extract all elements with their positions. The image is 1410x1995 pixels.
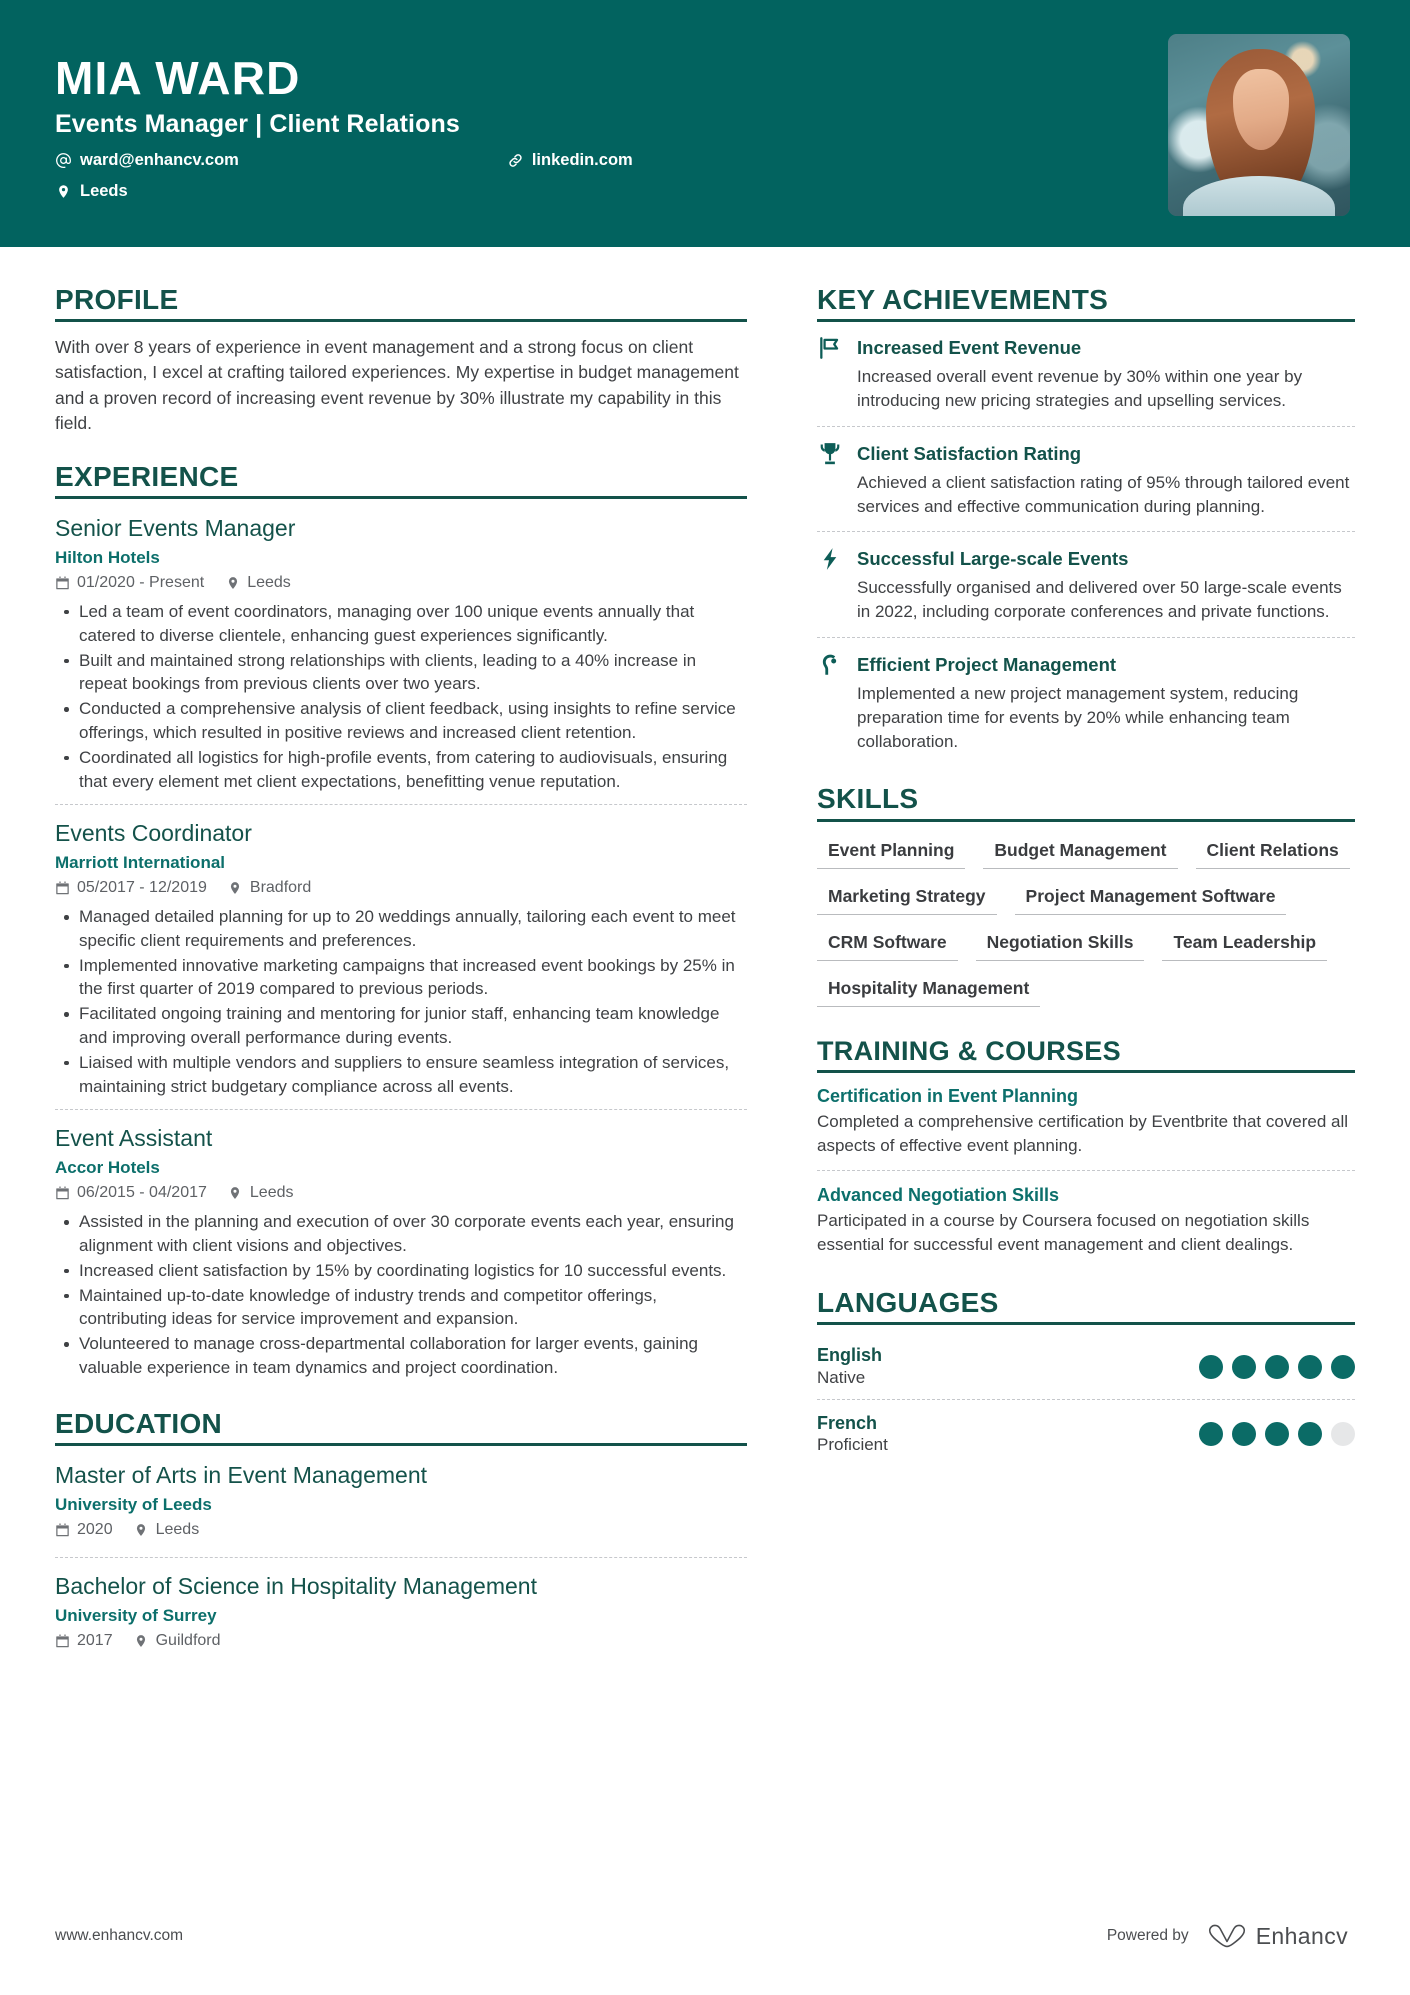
- skill-tag: CRM Software: [817, 927, 958, 961]
- experience-dates-text: 06/2015 - 04/2017: [77, 1184, 207, 1202]
- achievements-list: [817, 335, 1355, 766]
- calendar-icon: [55, 880, 70, 896]
- experience-meta: [55, 1184, 747, 1202]
- contact-row-primary: [55, 151, 633, 170]
- map-pin-icon: [228, 880, 243, 896]
- language-proficiency: Proficient: [817, 1435, 888, 1455]
- profile-photo: [1168, 34, 1350, 216]
- section-title-achievements: KEY ACHIEVEMENTS: [817, 284, 1109, 315]
- training-list: [817, 1086, 1355, 1270]
- right-column: [791, 247, 1355, 1668]
- language-info: [817, 1344, 882, 1389]
- section-rule: [817, 319, 1355, 322]
- experience-bullets: [55, 905, 747, 1098]
- photo-shoulders: [1183, 176, 1336, 216]
- section-skills: [817, 784, 1355, 1018]
- experience-list: [55, 512, 747, 1391]
- experience-bullet: Facilitated ongoing training and mentoring for junior staff, enhancing team knowledge and improving overall performance during events.: [57, 1002, 747, 1050]
- education-dates-text: 2020: [77, 1520, 113, 1538]
- experience-dates: [55, 879, 207, 897]
- section-title-experience: EXPERIENCE: [55, 460, 239, 492]
- experience-job-title: Event Assistant: [55, 1125, 213, 1152]
- education-location-text: Leeds: [155, 1520, 200, 1538]
- experience-location: [228, 879, 311, 897]
- experience-bullets: [55, 1210, 747, 1380]
- photo-eye-right: [1264, 95, 1272, 99]
- section-title-skills: SKILLS: [817, 783, 919, 815]
- section-title-training: TRAINING & COURSES: [817, 1035, 1121, 1066]
- enhancv-logo-icon: [1207, 1923, 1247, 1949]
- spacer: [817, 766, 1355, 784]
- achievement-head: [817, 335, 1355, 361]
- language-level-dot: [1199, 1422, 1223, 1446]
- achievement-title: Client Satisfaction Rating: [857, 442, 1082, 464]
- brand-name: Enhancv: [1255, 1922, 1348, 1949]
- section-rule: [55, 496, 747, 499]
- experience-bullet: Coordinated all logistics for high-profile events, from catering to audiovisuals, ensuring that every element met client expectations, benefitting venue reputation.: [57, 746, 747, 794]
- skill-tag: Marketing Strategy: [817, 881, 997, 915]
- spacer: [55, 1391, 747, 1409]
- experience-bullet: Volunteered to manage cross-departmental collaboration for larger events, gaining valuable experience in team dynamics and project coordination.: [57, 1332, 747, 1380]
- experience-bullets: [55, 600, 747, 793]
- experience-entry: [55, 804, 747, 1109]
- contact-location-text: Leeds: [80, 182, 128, 201]
- achievement-description: Implemented a new project management system, reducing preparation time for events by 20% while enhancing team collaboration.: [857, 684, 1299, 751]
- experience-location-text: Leeds: [247, 573, 291, 591]
- section-rule: [817, 819, 1355, 822]
- head-profile-icon: [817, 652, 843, 678]
- at-icon: [55, 152, 72, 169]
- footer-branding: [1107, 1923, 1348, 1950]
- training-item: [817, 1086, 1355, 1171]
- education-meta: [55, 1632, 747, 1650]
- training-title: Advanced Negotiation Skills: [817, 1185, 1060, 1206]
- resume-footer: [0, 1877, 1410, 1995]
- section-rule: [55, 319, 747, 322]
- lightning-bolt-icon: [817, 546, 843, 572]
- language-level-dot: [1331, 1422, 1355, 1446]
- calendar-icon: [55, 1522, 70, 1538]
- language-level-dot: [1232, 1422, 1256, 1446]
- experience-meta: [55, 574, 747, 592]
- section-education: [55, 1409, 747, 1668]
- experience-bullet: Assisted in the planning and execution of over 30 corporate events each year, ensuring alignment with client visions and objectives.: [57, 1210, 747, 1258]
- education-degree: Bachelor of Science in Hospitality Management: [55, 1572, 537, 1599]
- spacer: [55, 436, 747, 462]
- achievement-item: [817, 637, 1355, 766]
- map-pin-icon: [225, 575, 240, 591]
- section-training: [817, 1037, 1355, 1270]
- job-title: Events Manager | Client Relations: [55, 110, 460, 139]
- section-profile: [55, 285, 747, 436]
- language-proficiency: Native: [817, 1367, 866, 1387]
- section-title-profile: PROFILE: [55, 284, 179, 315]
- experience-dates-text: 01/2020 - Present: [77, 573, 205, 591]
- map-pin-icon: [55, 183, 72, 200]
- achievement-head: [817, 546, 1355, 572]
- achievement-item: [817, 531, 1355, 637]
- language-name: French: [817, 1412, 878, 1433]
- education-entry: [55, 1557, 747, 1668]
- education-school: University of Surrey: [55, 1605, 217, 1625]
- skill-tag: Hospitality Management: [817, 973, 1040, 1007]
- calendar-icon: [55, 1185, 70, 1201]
- header-identity: [55, 42, 633, 201]
- experience-bullet: Maintained up-to-date knowledge of industry trends and competitor offerings, contributing ideas for service improvement and expansion.: [57, 1284, 747, 1332]
- experience-dates: [55, 1184, 207, 1202]
- footer-url[interactable]: www.enhancv.com: [55, 1927, 184, 1944]
- flag-icon: [817, 335, 843, 361]
- avatar: [1168, 34, 1350, 216]
- language-item: [817, 1399, 1355, 1467]
- training-description: Completed a comprehensive certification by Eventbrite that covered all aspects of effective event planning.: [817, 1111, 1349, 1155]
- section-rule: [55, 1443, 747, 1446]
- language-info: [817, 1412, 888, 1457]
- education-dates: [55, 1521, 113, 1539]
- education-dates-text: 2017: [77, 1631, 113, 1649]
- experience-location-text: Leeds: [249, 1184, 294, 1202]
- experience-job-title: Events Coordinator: [55, 820, 252, 847]
- achievement-description: Increased overall event revenue by 30% within one year by introducing new pricing strategies and upselling services.: [857, 367, 1303, 411]
- section-languages: [817, 1288, 1355, 1466]
- map-pin-icon: [134, 1633, 149, 1649]
- contact-email-text: ward@enhancv.com: [80, 151, 239, 170]
- experience-dates: [55, 574, 204, 592]
- achievement-head: [817, 441, 1355, 467]
- skill-tag: Project Management Software: [1015, 881, 1287, 915]
- experience-location: [228, 1184, 294, 1202]
- section-experience: [55, 462, 747, 1391]
- map-pin-icon: [134, 1522, 149, 1538]
- languages-list: [817, 1338, 1355, 1466]
- experience-entry: [55, 1109, 747, 1390]
- training-title: Certification in Event Planning: [817, 1085, 1079, 1106]
- link-icon: [507, 152, 524, 169]
- achievement-title: Successful Large-scale Events: [857, 548, 1129, 570]
- experience-bullet: Managed detailed planning for up to 20 weddings annually, tailoring each event to meet specific client requirements and preferences.: [57, 905, 747, 953]
- experience-entry: [55, 512, 747, 804]
- skill-tag: Negotiation Skills: [976, 927, 1145, 961]
- trophy-icon: [817, 441, 843, 467]
- section-rule: [817, 1070, 1355, 1073]
- contact-location: [55, 182, 128, 201]
- language-item: [817, 1338, 1355, 1399]
- skill-tag: Team Leadership: [1162, 927, 1327, 961]
- language-level-dot: [1265, 1422, 1289, 1446]
- education-location-text: Guildford: [155, 1631, 221, 1649]
- achievement-item: [817, 335, 1355, 426]
- experience-bullet: Increased client satisfaction by 15% by coordinating logistics for 10 successful events.: [57, 1259, 747, 1283]
- achievement-title: Increased Event Revenue: [857, 337, 1082, 359]
- experience-bullet: Liaised with multiple vendors and suppliers to ensure seamless integration of services, maintaining strict budgetary compliance across all events.: [57, 1051, 747, 1099]
- achievement-description: Achieved a client satisfaction rating of 95% through tailored event services and effective communication during planning.: [857, 472, 1350, 516]
- language-level-dots: [1199, 1355, 1355, 1379]
- experience-bullet: Implemented innovative marketing campaigns that increased event bookings by 25% in the first quarter of 2019 compared to previous periods.: [57, 954, 747, 1002]
- powered-by-label: Powered by: [1106, 1927, 1189, 1944]
- language-level-dot: [1232, 1355, 1256, 1379]
- section-title-education: EDUCATION: [55, 1407, 223, 1439]
- skills-list: [817, 835, 1355, 1019]
- experience-dates-text: 05/2017 - 12/2019: [77, 879, 207, 897]
- language-level-dot: [1265, 1355, 1289, 1379]
- full-name: MIA WARD: [55, 52, 301, 104]
- education-dates: [55, 1632, 113, 1650]
- training-item: [817, 1170, 1355, 1270]
- experience-bullet: Built and maintained strong relationships with clients, leading to a 40% increase in repeat bookings from previous clients over two years.: [57, 649, 747, 697]
- left-column: [55, 247, 791, 1668]
- experience-company: Hilton Hotels: [55, 547, 160, 567]
- training-description: Participated in a course by Coursera focused on negotiation skills essential for successful event management and client dealings.: [817, 1211, 1310, 1255]
- calendar-icon: [55, 575, 70, 591]
- experience-meta: [55, 879, 747, 897]
- language-level-dot: [1199, 1355, 1223, 1379]
- section-rule: [817, 1322, 1355, 1325]
- resume-body: [0, 247, 1410, 1668]
- language-name: English: [817, 1345, 883, 1366]
- experience-bullet: Led a team of event coordinators, managing over 100 unique events annually that catered to diverse clientele, enhancing guest experiences significantly.: [57, 600, 747, 648]
- experience-bullet: Conducted a comprehensive analysis of client feedback, using insights to refine service offerings, which resulted in positive reviews and increased client retention.: [57, 697, 747, 745]
- map-pin-icon: [228, 1185, 243, 1201]
- experience-job-title: Senior Events Manager: [55, 515, 296, 542]
- experience-company: Marriott International: [55, 853, 226, 873]
- education-list: [55, 1459, 747, 1668]
- resume-header: [0, 0, 1410, 247]
- language-level-dot: [1298, 1355, 1322, 1379]
- experience-company: Accor Hotels: [55, 1158, 160, 1178]
- spacer: [817, 1019, 1355, 1037]
- experience-location: [225, 574, 291, 592]
- skill-tag: Budget Management: [983, 835, 1177, 869]
- section-title-languages: LANGUAGES: [817, 1286, 999, 1318]
- education-school: University of Leeds: [55, 1494, 212, 1514]
- experience-location-text: Bradford: [249, 879, 312, 897]
- brand-logo: [1207, 1923, 1348, 1950]
- contact-link[interactable]: [507, 151, 633, 170]
- education-location: [134, 1521, 200, 1539]
- education-entry: [55, 1459, 747, 1557]
- education-location: [134, 1632, 221, 1650]
- achievement-head: [817, 652, 1355, 678]
- skill-tag: Client Relations: [1196, 835, 1350, 869]
- photo-eye-left: [1242, 95, 1250, 99]
- language-level-dots: [1199, 1422, 1355, 1446]
- profile-summary: With over 8 years of experience in event management and a strong focus on client satisfaction, I excel at crafting tailored experiences. My expertise in budget management and a proven record of increasing event revenue by 30% illustrate my capability in this field.: [55, 337, 739, 433]
- education-meta: [55, 1521, 747, 1539]
- section-achievements: [817, 285, 1355, 766]
- skill-tag: Event Planning: [817, 835, 965, 869]
- contact-link-text: linkedin.com: [531, 151, 633, 170]
- education-degree: Master of Arts in Event Management: [55, 1462, 428, 1489]
- achievement-item: [817, 426, 1355, 532]
- achievement-description: Successfully organised and delivered over 50 large-scale events in 2022, including corporate conferences and private functions.: [857, 578, 1342, 622]
- spacer: [817, 1270, 1355, 1288]
- contact-row-secondary: [55, 182, 633, 201]
- contact-email[interactable]: [55, 151, 239, 170]
- language-level-dot: [1331, 1355, 1355, 1379]
- calendar-icon: [55, 1633, 70, 1649]
- language-level-dot: [1298, 1422, 1322, 1446]
- achievement-title: Efficient Project Management: [857, 654, 1117, 676]
